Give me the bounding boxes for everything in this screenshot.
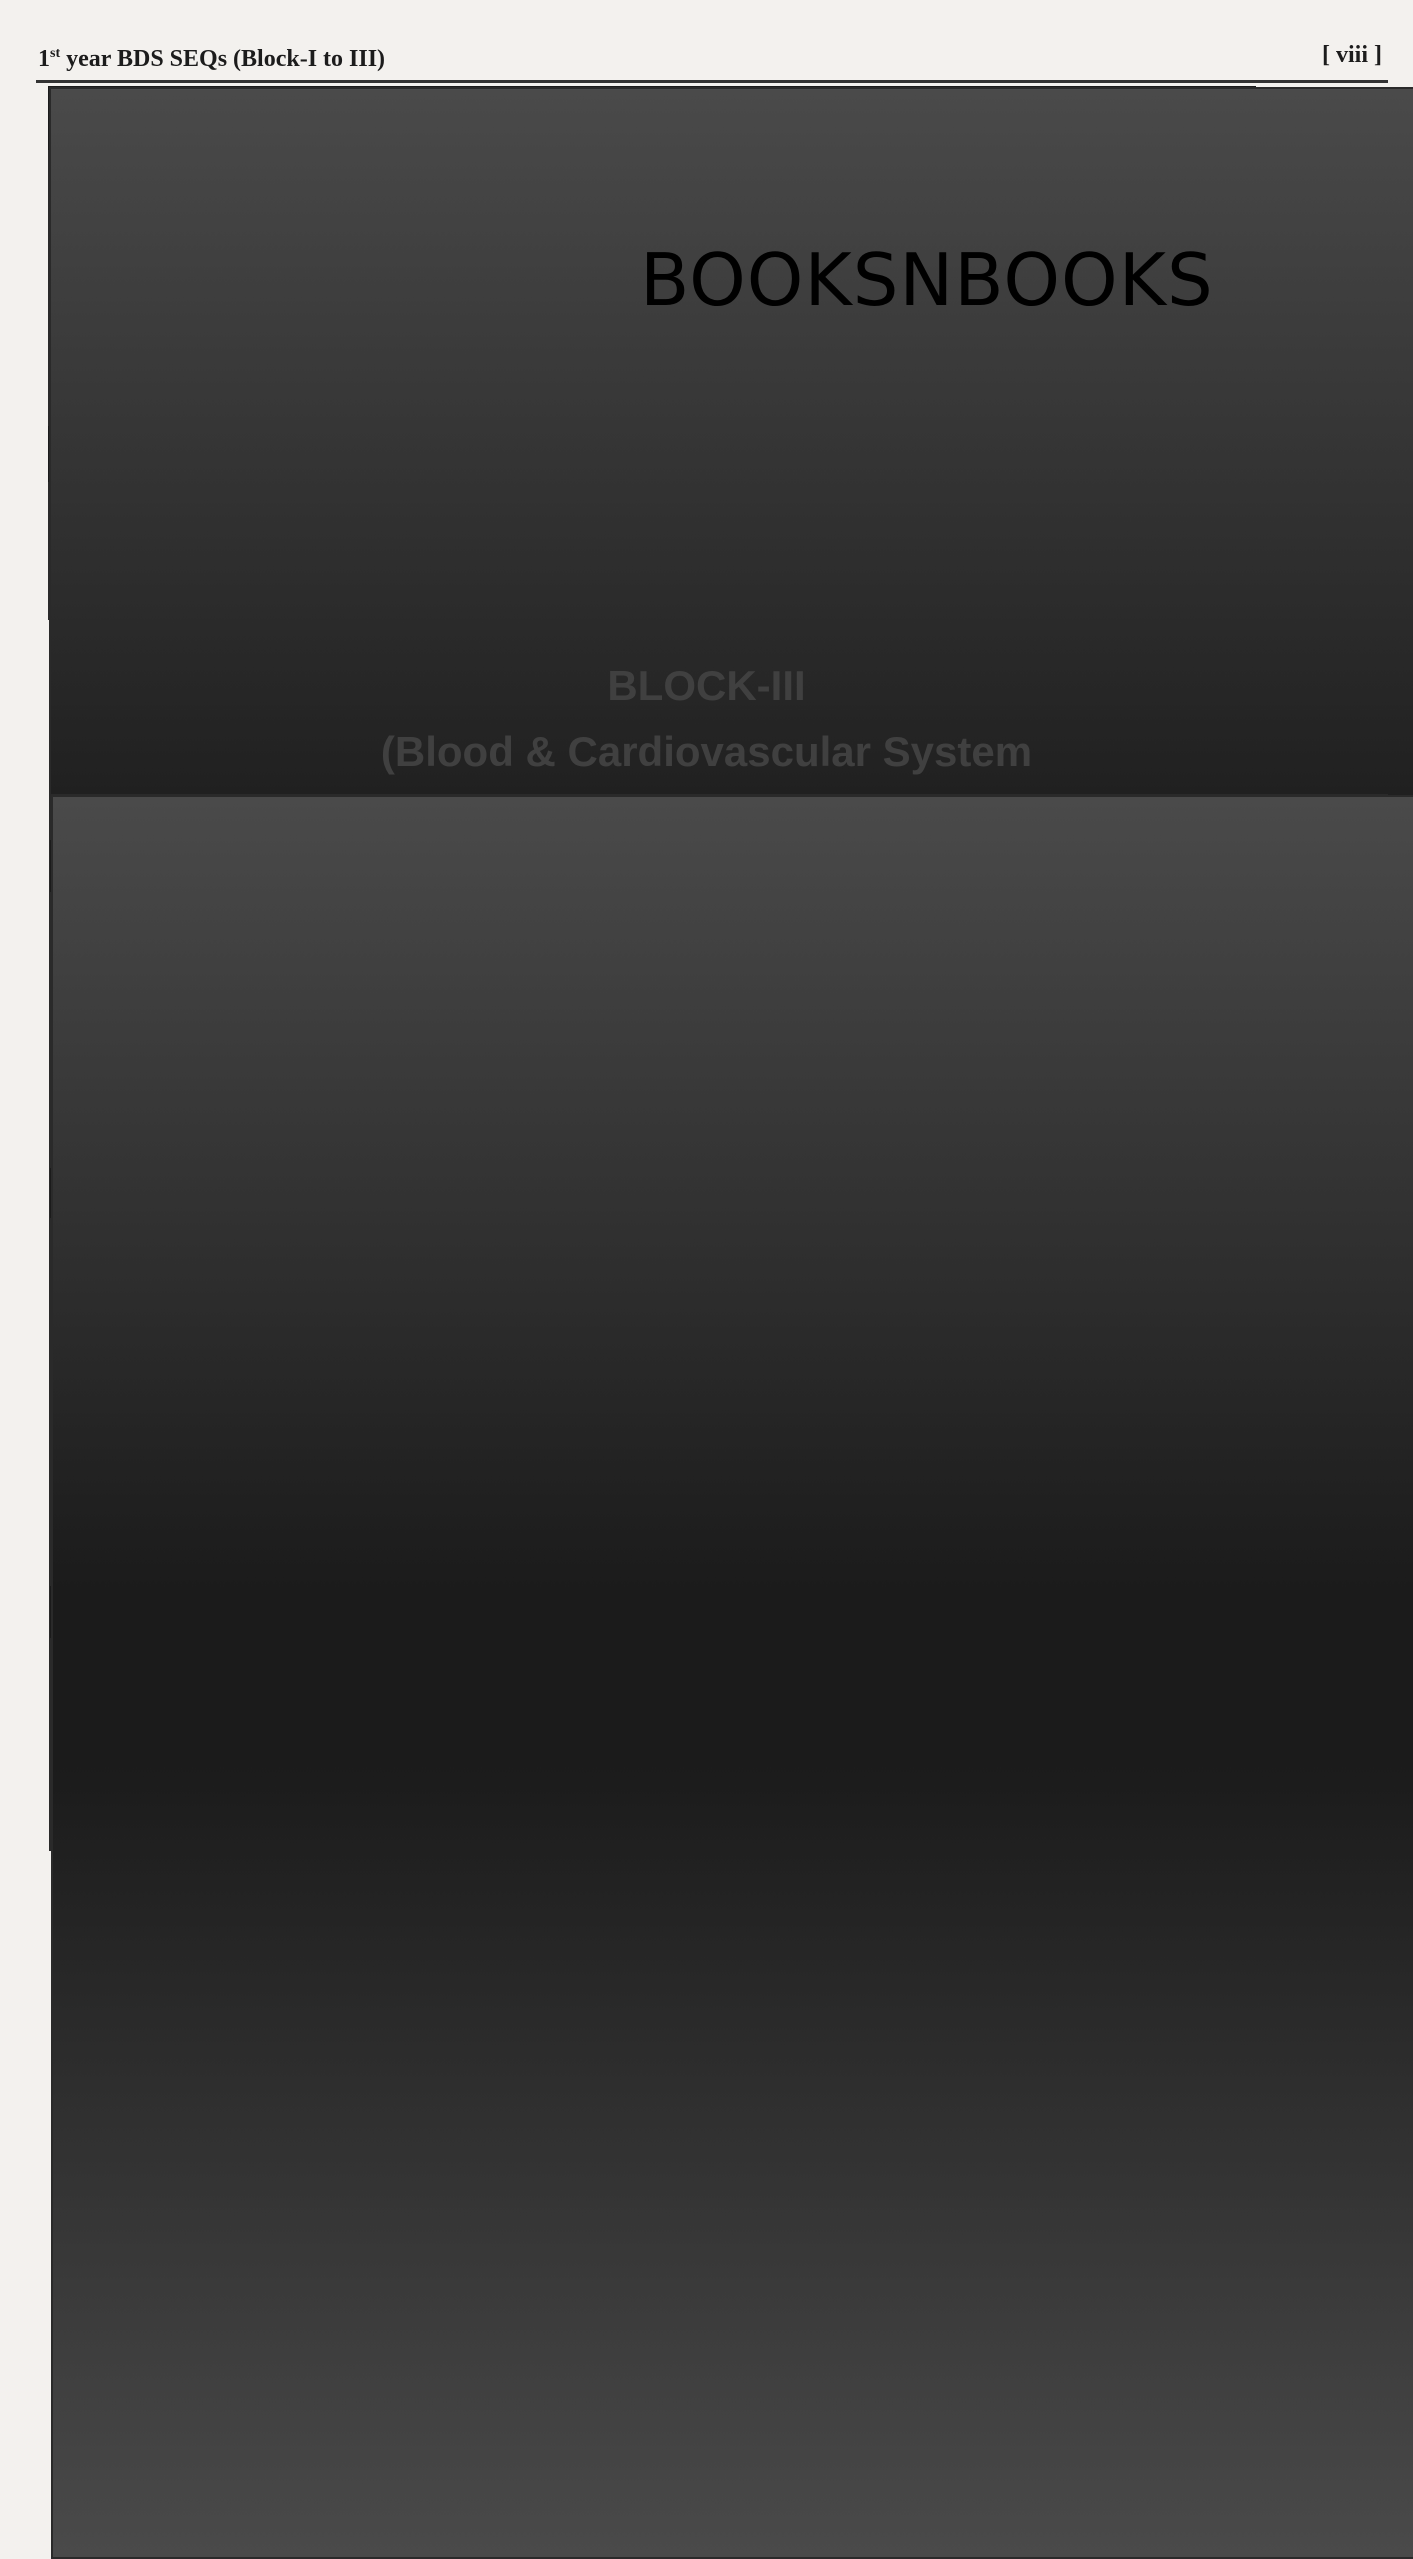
table-row	[49, 573, 1385, 619]
row-page	[51, 795, 1413, 2559]
page-number: [ viii ]	[1322, 42, 1382, 68]
table-row	[51, 1637, 1387, 1683]
block-title: BLOCK-III	[607, 662, 806, 709]
book-title: 1st year BDS SEQs (Block-I to III)	[38, 46, 386, 72]
block-subtitle: (Blood & Cardiovascular System	[380, 728, 1033, 775]
watermark-text: BOOKSNBOOKS	[640, 238, 1214, 322]
running-header	[36, 42, 1388, 83]
toc-table-block2	[48, 86, 1386, 620]
toc-table-block3	[50, 794, 1388, 1684]
